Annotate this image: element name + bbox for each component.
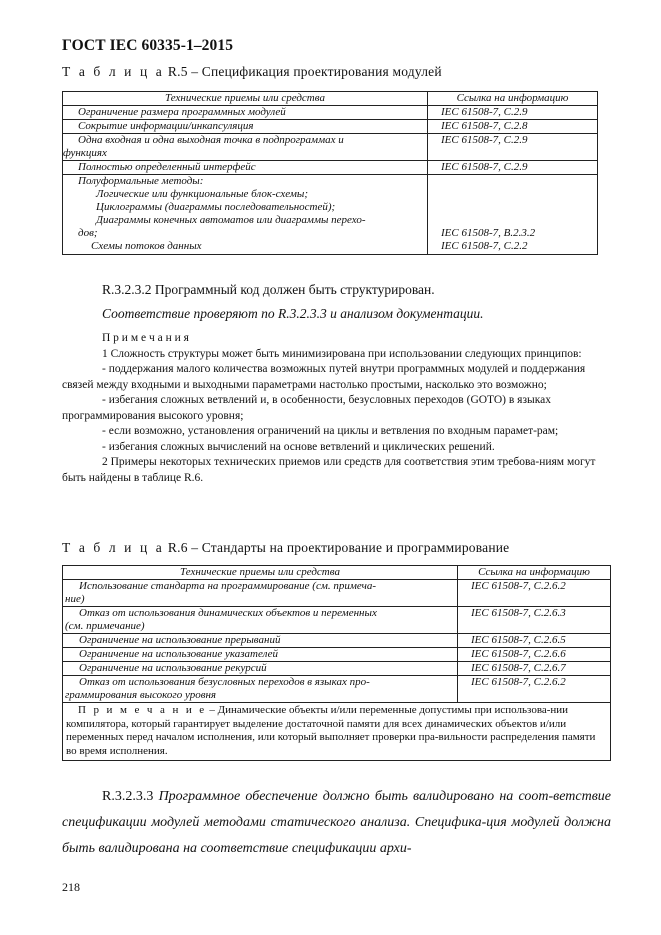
section-r3233-number: R.3.2.3.3 bbox=[102, 789, 154, 804]
table-r5 bbox=[62, 91, 598, 255]
note-bullet: - поддержания малого количества возможных путей внутри программных модулей и поддержания связей между входными и выходными параметрами настолько простыми, насколько это возможно; bbox=[62, 363, 586, 391]
table-row bbox=[63, 120, 598, 134]
table-r6-caption bbox=[62, 540, 509, 556]
table-row bbox=[63, 580, 611, 607]
cell-tech: Полностью определенный интерфейс bbox=[63, 161, 428, 175]
table-row bbox=[63, 662, 611, 676]
column-header-ref: Ссылка на информацию bbox=[428, 92, 598, 106]
note-2: 2 Примеры некоторых технических приемов или средств для соответствия этим требова-ниям могут быть найдены в таблице R.6. bbox=[62, 456, 596, 484]
notes-heading: П р и м е ч а н и я bbox=[102, 332, 189, 344]
cell-tech: Ограничение на использование прерываний bbox=[63, 634, 458, 648]
table-row bbox=[63, 106, 598, 120]
column-header-tech: Технические приемы или средства bbox=[63, 566, 458, 580]
table-row bbox=[63, 134, 598, 161]
semiformal-line: Полуформальные методы: bbox=[78, 175, 204, 187]
cell-tech-line: функциях bbox=[63, 147, 107, 159]
cell-tech bbox=[63, 580, 458, 607]
table-r6 bbox=[62, 565, 611, 761]
semiformal-line: Логические или функциональные блок-схемы; bbox=[96, 188, 309, 200]
table-r6-caption-text: R.6 – Стандарты на проектирование и программирование bbox=[164, 540, 510, 555]
table-r5-caption-prefix: Т а б л и ц а bbox=[62, 64, 165, 79]
cell-ref: IEC 61508-7, C.2.9 bbox=[428, 134, 598, 161]
note-1: 1 Сложность структуры может быть минимизирована при использовании следующих принципов: bbox=[102, 347, 582, 360]
cell-tech-line: Отказ от использования безусловных переходов в языках про- bbox=[79, 676, 370, 688]
table-r6-caption-prefix: Т а б л и ц а bbox=[62, 540, 165, 555]
cell-tech: Ограничение на использование рекурсий bbox=[63, 662, 458, 676]
cell-tech bbox=[63, 607, 458, 634]
section-r3232-check: Соответствие проверяют по R.3.2.3.3 и анализом документации. bbox=[102, 306, 484, 321]
table-header-row bbox=[63, 92, 598, 106]
cell-ref: IEC 61508-7, C.2.9 bbox=[428, 106, 598, 120]
notes-block bbox=[62, 331, 611, 486]
table-note-text: – Динамические объекты и/или переменные допустимы при использова-нии компилятора, который гарантирует выделение достаточной памяти для всех динамических объектов и/или переменных перед началом исполнения, или который выполняет проверки пра-вильности распределения памяти во время исполнения. bbox=[66, 704, 596, 757]
table-row bbox=[63, 648, 611, 662]
column-header-ref: Ссылка на информацию bbox=[458, 566, 611, 580]
cell-ref: IEC 61508-7, C.2.6.3 bbox=[458, 607, 611, 634]
table-note-row bbox=[63, 703, 611, 761]
table-row bbox=[63, 607, 611, 634]
cell-ref-line: IEC 61508-7, C.2.2 bbox=[441, 240, 528, 252]
table-row bbox=[63, 161, 598, 175]
table-r5-caption bbox=[62, 64, 442, 80]
cell-ref-line: IEC 61508-7, B.2.3.2 bbox=[441, 227, 536, 239]
note-bullet: - если возможно, установления ограничений на циклы и ветвления по входным парамет-рам; bbox=[102, 425, 559, 437]
cell-ref: IEC 61508-7, C.2.8 bbox=[428, 120, 598, 134]
cell-tech-semiformal bbox=[63, 175, 428, 255]
cell-tech-line: (см. примечание) bbox=[65, 620, 145, 632]
cell-ref: IEC 61508-7, C.2.6.7 bbox=[458, 662, 611, 676]
cell-tech-line: Отказ от использования динамических объектов и переменных bbox=[79, 607, 377, 619]
cell-tech: Ограничение размера программных модулей bbox=[63, 106, 428, 120]
semiformal-line: Диаграммы конечных автоматов или диаграммы перехо- bbox=[96, 214, 366, 226]
document-header: ГОСТ IEC 60335-1–2015 bbox=[62, 37, 234, 54]
table-row bbox=[63, 634, 611, 648]
note-bullet: - избегания сложных вычислений на основе ветвлений и циклических решений. bbox=[102, 440, 495, 453]
section-r3232-title: R.3.2.3.2 Программный код должен быть структурирован. bbox=[102, 282, 435, 297]
table-header-row bbox=[63, 566, 611, 580]
section-r3233 bbox=[62, 784, 611, 862]
cell-ref: IEC 61508-7, C.2.9 bbox=[428, 161, 598, 175]
cell-ref: IEC 61508-7, C.2.6.2 bbox=[458, 676, 611, 703]
cell-tech-line: ние) bbox=[65, 593, 85, 605]
table-r5-caption-text: R.5 – Спецификация проектирования модулей bbox=[164, 64, 442, 79]
table-row bbox=[63, 676, 611, 703]
cell-tech bbox=[63, 676, 458, 703]
table-r6-note bbox=[63, 703, 611, 761]
cell-ref: IEC 61508-7, C.2.6.5 bbox=[458, 634, 611, 648]
cell-tech: Ограничение на использование указателей bbox=[63, 648, 458, 662]
cell-ref: IEC 61508-7, C.2.6.6 bbox=[458, 648, 611, 662]
semiformal-line: Схемы потоков данных bbox=[91, 240, 202, 252]
table-row bbox=[63, 175, 598, 255]
cell-ref bbox=[428, 175, 598, 255]
page-number: 218 bbox=[62, 880, 80, 894]
section-r3233-text: Программное обеспечение должно быть валидировано на соот-ветствие спецификации модулей методами статического анализа. Специфика-ция модулей должна быть валидирована на соответствие спецификации архи- bbox=[62, 789, 611, 856]
cell-tech: Сокрытие информации/инкапсуляция bbox=[63, 120, 428, 134]
cell-tech bbox=[63, 134, 428, 161]
column-header-tech: Технические приемы или средства bbox=[63, 92, 428, 106]
note-bullet: - избегания сложных ветвлений и, в особенности, безусловных переходов (GOTO) в языках программирования высокого уровня; bbox=[62, 394, 552, 422]
cell-tech-line: Одна входная и одна выходная точка в подпрограммах и bbox=[78, 134, 344, 146]
table-note-prefix: П р и м е ч а н и е bbox=[78, 704, 207, 716]
cell-tech-line: Использование стандарта на программирование (см. примеча- bbox=[79, 580, 377, 592]
semiformal-line: Циклограммы (диаграммы последовательностей); bbox=[96, 201, 336, 213]
semiformal-line: дов; bbox=[78, 227, 98, 239]
cell-ref: IEC 61508-7, C.2.6.2 bbox=[458, 580, 611, 607]
cell-tech-line: граммирования высокого уровня bbox=[65, 689, 217, 701]
